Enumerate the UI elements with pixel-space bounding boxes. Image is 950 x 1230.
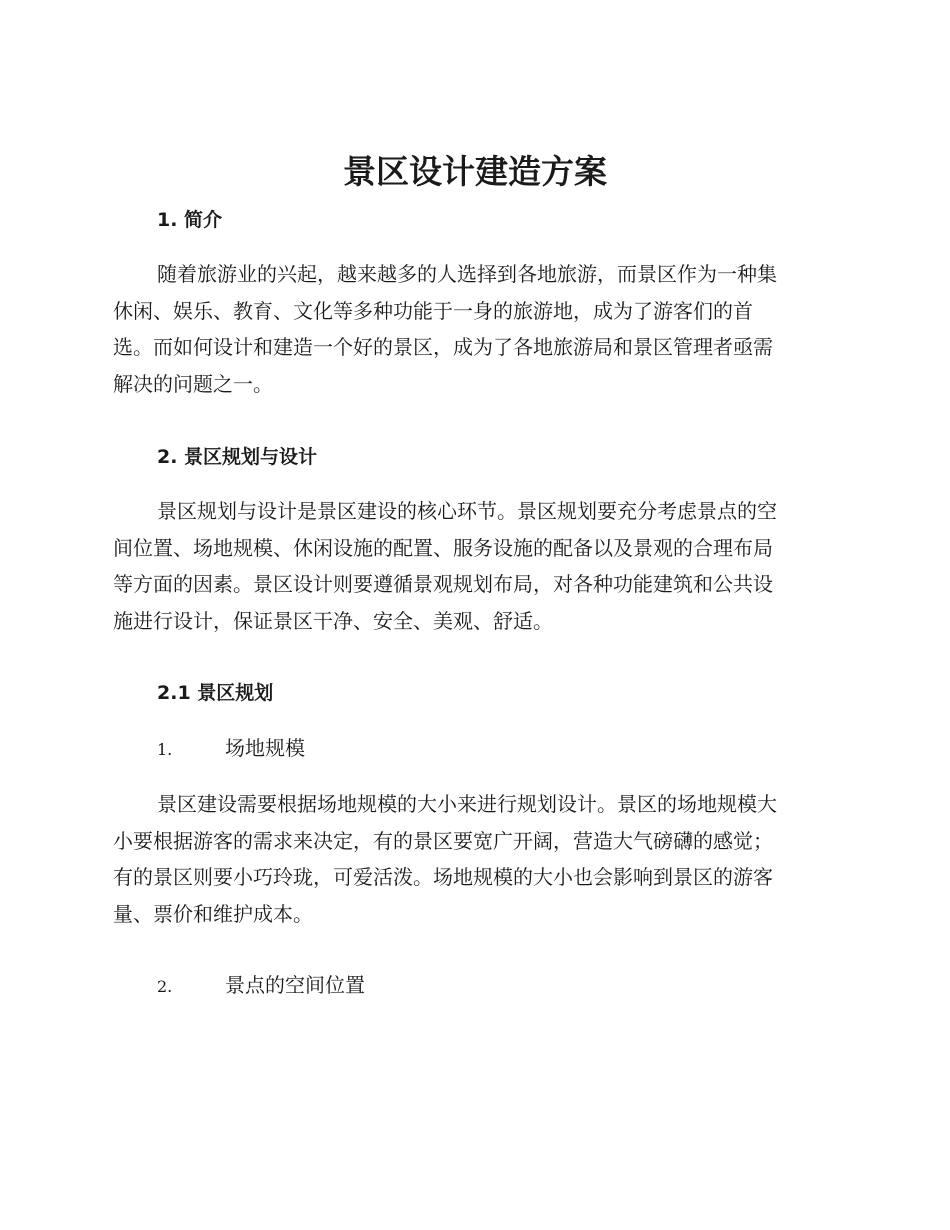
list-item-number: 2. (157, 977, 173, 996)
list-item-label: 场地规模 (225, 736, 305, 760)
list-item-label: 景点的空间位置 (225, 973, 365, 997)
list-item-number: 1. (157, 740, 173, 759)
section-heading-planning-design: 2. 景区规划与设计 (157, 446, 318, 468)
paragraph-line: 解决的问题之一。 (113, 371, 273, 396)
paragraph-line: 休闲、娱乐、教育、文化等多种功能于一身的旅游地，成为了游客们的首 (113, 298, 753, 323)
paragraph-line: 量、票价和维护成本。 (113, 901, 313, 926)
paragraph-line: 等方面的因素。景区设计则要遵循景观规划布局，对各种功能建筑和公共设 (113, 572, 773, 596)
document-title: 景区设计建造方案 (343, 152, 607, 191)
paragraph-line: 随着旅游业的兴起，越来越多的人选择到各地旅游，而景区作为一种集 (157, 262, 777, 286)
paragraph-intro (113, 256, 835, 402)
list-item-site-scale (157, 734, 305, 764)
paragraph-planning-design (113, 493, 835, 639)
paragraph-line: 施进行设计，保证景区干净、安全、美观、舒适。 (113, 608, 553, 633)
paragraph-line: 有的景区则要小巧玲珑，可爱活泼。场地规模的大小也会影响到景区的游客 (113, 865, 773, 889)
paragraph-site-scale (113, 786, 835, 932)
paragraph-line: 景区规划与设计是景区建设的核心环节。景区规划要充分考虑景点的空 (157, 499, 777, 523)
paragraph-line: 景区建设需要根据场地规模的大小来进行规划设计。景区的场地规模大 (157, 792, 777, 816)
paragraph-line: 间位置、场地规模、休闲设施的配置、服务设施的配备以及景观的合理布局 (113, 535, 773, 560)
paragraph-line: 选。而如何设计和建造一个好的景区，成为了各地旅游局和景区管理者亟需 (113, 335, 773, 359)
section-heading-planning: 2.1 景区规划 (157, 682, 274, 704)
section-heading-intro: 1. 简介 (157, 209, 223, 231)
paragraph-line: 小要根据游客的需求来决定，有的景区要宽广开阔，营造大气磅礴的感觉； (113, 828, 773, 853)
list-item-spatial-location (157, 971, 365, 1001)
